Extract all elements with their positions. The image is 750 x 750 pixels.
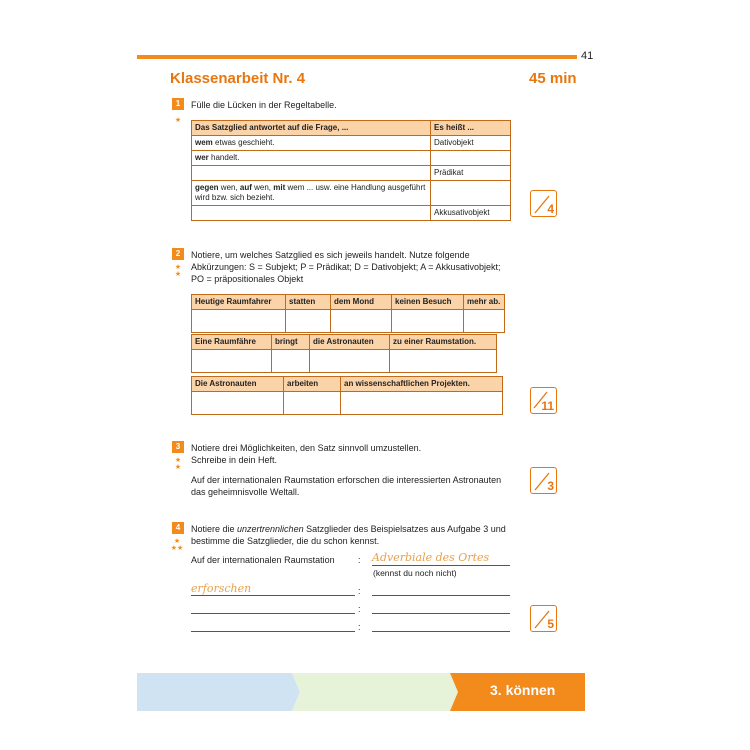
task-1-number: 1 (172, 98, 184, 110)
header-question: Das Satzglied antwortet auf die Frage, ... (192, 121, 431, 136)
keyword: wem (195, 138, 213, 147)
cell-text: wen, (251, 183, 274, 192)
difficulty-stars: ★ (174, 117, 182, 124)
answer-field[interactable] (431, 151, 511, 166)
answer-field[interactable] (464, 310, 505, 333)
sentence-table-1 (191, 294, 505, 333)
difficulty-stars: ★ ★★ (170, 538, 184, 552)
time-limit: 45 min (529, 70, 577, 87)
text: Notiere die (191, 524, 238, 534)
phrase: Die Astronauten (192, 377, 284, 392)
colon: : (358, 555, 361, 565)
keyword: auf (239, 183, 252, 192)
cell-text: etwas geschieht. (212, 138, 275, 147)
keyword: wer (195, 153, 209, 162)
answer-field[interactable] (392, 310, 464, 333)
table-row (192, 151, 511, 166)
instruction-line: Notiere drei Möglichkeiten, den Satz sinnvoll umzustellen. (191, 443, 422, 453)
phrase: dem Mond (331, 295, 392, 310)
task-3-instruction (191, 442, 421, 466)
table-cell (192, 181, 431, 206)
answer-field[interactable] (192, 350, 272, 373)
answer-line[interactable] (372, 613, 510, 614)
table-cell: Prädikat (431, 166, 511, 181)
answer-field[interactable] (431, 181, 511, 206)
difficulty-stars: ★ ★ (174, 457, 182, 471)
answer-row (192, 350, 497, 373)
cell-text: wen, (218, 183, 240, 192)
instruction-line: bestimme die Satzglieder, die du schon kennst. (191, 536, 380, 546)
phrase: bringt (272, 335, 310, 350)
difficulty-stars: ★ ★ (174, 264, 182, 278)
table-header-row (192, 295, 505, 310)
table-row (192, 181, 511, 206)
cell-text: wem ... usw. eine Handlung ausgeführt wird bzw. sich bezieht. (195, 183, 426, 202)
answer-field[interactable] (192, 206, 431, 221)
answer-field[interactable] (272, 350, 310, 373)
sentence-table-2 (191, 334, 497, 373)
table-cell: Akkusativobjekt (431, 206, 511, 221)
answer-field[interactable] (310, 350, 390, 373)
answer-field[interactable] (390, 350, 497, 373)
answer-field[interactable] (192, 166, 431, 181)
score-max: 11 (541, 399, 554, 413)
answer-line[interactable] (372, 631, 510, 632)
instruction-line: Notiere, um welches Satzglied es sich jeweils handelt. Nutze folgende (191, 250, 470, 260)
phrase: keinen Besuch (392, 295, 464, 310)
task-3-number: 3 (172, 441, 184, 453)
table-row (192, 206, 511, 221)
phrase: an wissenschaftlichen Projekten. (341, 377, 503, 392)
answer-field[interactable] (341, 392, 503, 415)
table-cell: Dativobjekt (431, 136, 511, 151)
score-box (530, 605, 557, 632)
table-cell (192, 151, 431, 166)
answer-line[interactable] (372, 595, 510, 596)
top-rule (137, 55, 577, 59)
task-4-instruction (191, 523, 506, 547)
handwritten-answer: erforschen (191, 582, 252, 595)
answer-field[interactable] (284, 392, 341, 415)
answer-line[interactable] (372, 565, 510, 566)
page-number: 41 (581, 50, 594, 62)
score-box (530, 190, 557, 217)
answer-line[interactable] (191, 595, 355, 596)
table-row (192, 136, 511, 151)
answer-field[interactable] (331, 310, 392, 333)
phrase: arbeiten (284, 377, 341, 392)
phrase: mehr ab. (464, 295, 505, 310)
band-segment-blue (137, 673, 300, 711)
instruction-line: Abkürzungen: S = Subjekt; P = Prädikat; D = Dativobjekt; A = Akkusativobjekt; (191, 262, 501, 272)
instruction-line (191, 523, 506, 535)
score-max: 5 (547, 617, 554, 631)
answer-line[interactable] (191, 631, 355, 632)
page-title: Klassenarbeit Nr. 4 (170, 70, 306, 87)
answer-field[interactable] (192, 392, 284, 415)
table-cell (192, 136, 431, 151)
footer-label: 3. können (490, 682, 556, 698)
hint-text: (kennst du noch nicht) (373, 568, 457, 578)
phrase: Eine Raumfähre (192, 335, 272, 350)
table-header-row (192, 377, 503, 392)
colon: : (358, 604, 361, 614)
sentence-line: Auf der internationalen Raumstation erforschen die interessierten Astronauten (191, 475, 502, 485)
instruction-line: Schreibe in dein Heft. (191, 455, 278, 465)
answer-row (192, 392, 503, 415)
score-box (530, 467, 557, 494)
sentence-line: das geheimnisvolle Weltall. (191, 487, 300, 497)
answer-line[interactable] (191, 613, 355, 614)
answer-field[interactable] (286, 310, 331, 333)
table-header-row (192, 335, 497, 350)
keyword: gegen (195, 183, 219, 192)
colon: : (358, 622, 361, 632)
task-2-instruction (191, 249, 501, 285)
text: Satzglieder des Beispielsatzes aus Aufgabe 3 und (303, 524, 506, 534)
answer-field[interactable] (192, 310, 286, 333)
phrase: zu einer Raumstation. (390, 335, 497, 350)
score-max: 4 (547, 202, 554, 216)
answer-row (192, 310, 505, 333)
phrase: Heutige Raumfahrer (192, 295, 286, 310)
phrase: die Astronauten (310, 335, 390, 350)
example-sentence (191, 474, 501, 498)
emphasis: unzertrennlichen (237, 524, 304, 534)
band-segment-green (292, 673, 458, 711)
header-name: Es heißt ... (431, 121, 511, 136)
colon: : (358, 586, 361, 596)
score-box (530, 387, 557, 414)
phrase: statten (286, 295, 331, 310)
table-header-row (192, 121, 511, 136)
phrase-label: Auf der internationalen Raumstation (191, 555, 335, 565)
task-4-number: 4 (172, 522, 184, 534)
cell-text: handelt. (208, 153, 240, 162)
score-max: 3 (547, 479, 554, 493)
table-row (192, 166, 511, 181)
sentence-table-3 (191, 376, 503, 415)
handwritten-answer: Adverbiale des Ortes (372, 551, 490, 564)
keyword: mit (273, 183, 286, 192)
task-2-number: 2 (172, 248, 184, 260)
task-1-instruction: Fülle die Lücken in der Regeltabelle. (191, 100, 337, 110)
instruction-line: PO = präpositionales Objekt (191, 274, 304, 284)
rule-table (191, 120, 511, 221)
